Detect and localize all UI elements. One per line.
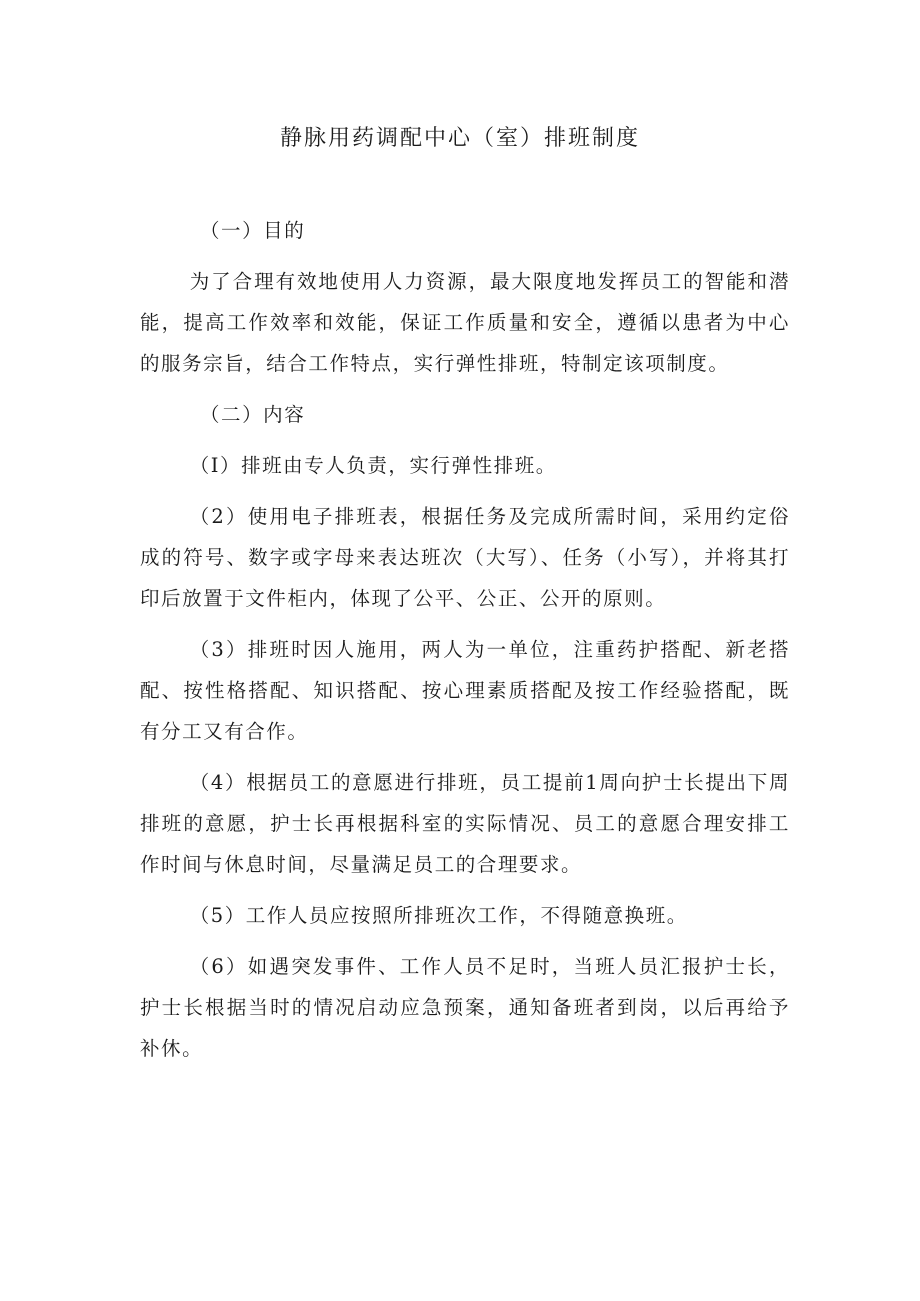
document-title: 静脉用药调配中心（室）排班制度 xyxy=(279,126,640,151)
paragraph-item-5: （5）工作人员应按照所排班次工作，不得随意换班。 xyxy=(189,904,688,927)
section-heading-content: （二）内容 xyxy=(200,403,306,426)
paragraph-item-2: （2）使用电子排班表，根据任务及完成所需时间，采用约定俗成的符号、数字或字母来表达班次（大写）、任务（小写），并将其打印后放置于文件柜内，体现了公平、公正、公开的原则。 xyxy=(140,505,790,610)
paragraph-item-1: （I）排班由专人负责，实行弹性排班。 xyxy=(189,454,557,477)
document-body xyxy=(140,210,790,1069)
paragraph-item-3: （3）排班时因人施用，两人为一单位，注重药护搭配、新老搭配、按性格搭配、知识搭配、按心理素质搭配及按工作经验搭配，既有分工又有合作。 xyxy=(140,638,790,743)
paragraph-item-4: （4）根据员工的意愿进行排班，员工提前1周向护士长提出下周排班的意愿，护士长再根据科室的实际情况、员工的意愿合理安排工作时间与休息时间，尽量满足员工的合理要求。 xyxy=(140,771,790,876)
paragraph-purpose: 为了合理有效地使用人力资源，最大限度地发挥员工的智能和潜能，提高工作效率和效能，保证工作质量和安全，遵循以患者为中心的服务宗旨，结合工作特点，实行弹性排班，特制定该项制度。 xyxy=(140,270,790,375)
section-heading-purpose: （一）目的 xyxy=(200,219,306,242)
paragraph-item-6: （6）如遇突发事件、工作人员不足时，当班人员汇报护士长，护士长根据当时的情况启动应急预案，通知备班者到岗，以后再给予补休。 xyxy=(140,955,790,1060)
